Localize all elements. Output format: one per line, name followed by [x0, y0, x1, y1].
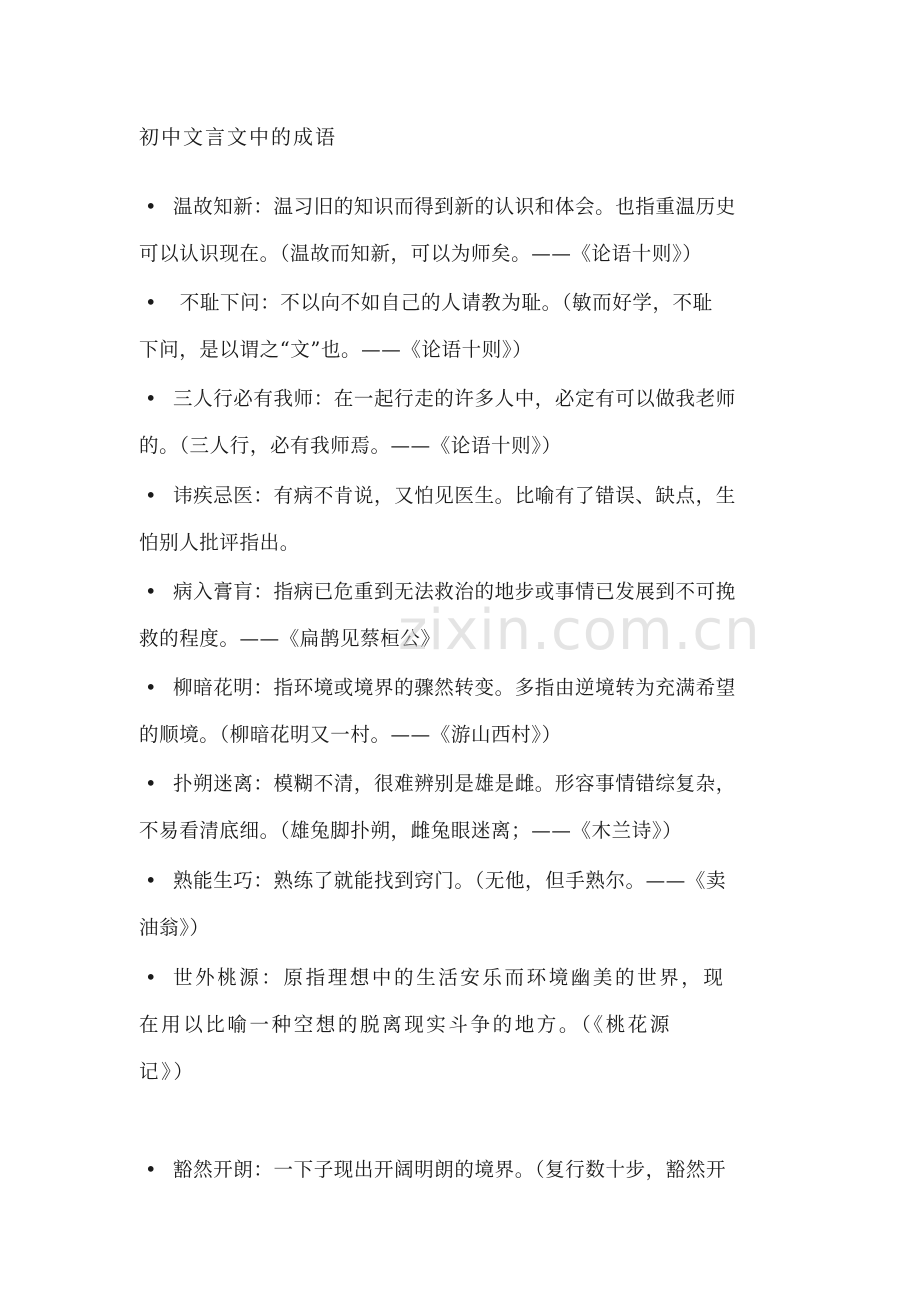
bullet-icon: •	[145, 966, 160, 989]
bullet-icon: •	[145, 772, 158, 795]
idiom-entry-liuan-huaming	[139, 664, 784, 758]
entry-text: 熟能生巧：熟练了就能找到窍门。（无他，但手熟尔。——《卖	[173, 869, 727, 892]
idiom-entry-huiji-jiyi	[139, 472, 784, 566]
bullet-icon: •	[145, 580, 158, 603]
entry-text-continued: 油翁》）	[139, 916, 210, 939]
entry-text-continued: 不易看清底细。（雄兔脚扑朔，雌兔眼迷离；——《木兰诗》）	[139, 819, 683, 842]
entry-text: 温故知新：温习旧的知识而得到新的认识和体会。也指重温历史	[173, 195, 736, 218]
idiom-entry-huoran-kailang	[139, 1146, 784, 1193]
entry-text-continued: 下问，是以谓之“文”也。——《论语十则》）	[139, 338, 533, 361]
entry-text: 讳疾忌医：有病不肯说，又怕见医生。比喻有了错误、缺点，生	[173, 484, 736, 507]
bullet-icon: •	[145, 1158, 158, 1181]
entry-text: 柳暗花明：指环境或境界的骤然转变。多指由逆境转为充满希望	[173, 676, 736, 699]
entry-text-continued: 的顺境。（柳暗花明又一村。——《游山西村》）	[139, 723, 562, 746]
entry-text: 世外桃源：原指理想中的生活安乐而环境幽美的世界，现	[173, 966, 726, 989]
watermark: zixin.com.cn	[398, 598, 761, 663]
entry-text: 三人行必有我师：在一起行走的许多人中，必定有可以做我老师	[173, 387, 736, 410]
entry-text: 病入膏肓：指病已危重到无法救治的地步或事情已发展到不可挽	[173, 580, 736, 603]
idiom-entry-bingru-gaohuang	[139, 568, 784, 662]
entry-text-continued: 记》）	[139, 1060, 196, 1083]
bullet-icon: •	[145, 387, 158, 410]
document-title: 初中文言文中的成语	[139, 125, 337, 149]
entry-text-continued: 怕别人批评指出。	[139, 531, 300, 554]
entry-text-continued: 在用以比喻一种空想的脱离现实斗争的地方。（《桃花源	[139, 1013, 673, 1036]
idiom-entry-buchi-xiawen	[139, 279, 784, 373]
idiom-entry-wengu-zhixin	[139, 183, 784, 277]
entry-text: 豁然开朗：一下子现出开阔明朗的境界。（复行数十步，豁然开	[173, 1158, 727, 1181]
idiom-entry-shuneng-shengqiao	[139, 857, 784, 951]
idiom-entry-shiwai-taoyuan	[139, 954, 784, 1095]
bullet-icon: •	[145, 484, 158, 507]
entry-text: 不耻下问：不以向不如自己的人请教为耻。（敏而好学，不耻	[173, 291, 713, 314]
idiom-entry-sanrenxing	[139, 375, 784, 469]
entry-text-continued: 的。（三人行，必有我师焉。——《论语十则》）	[139, 434, 562, 457]
bullet-icon: •	[145, 195, 158, 218]
entry-text-continued: 救的程度。——《扁鹊见蔡桓公》	[139, 627, 441, 650]
entry-text-continued: 可以认识现在。（温故而知新，可以为师矣。——《论语十则》）	[139, 242, 703, 265]
bullet-icon: •	[145, 291, 158, 314]
bullet-icon: •	[145, 676, 158, 699]
bullet-icon: •	[145, 869, 158, 892]
entry-text: 扑朔迷离：模糊不清，很难辨别是雄是雌。形容事情错综复杂，	[173, 772, 736, 795]
idiom-entry-pushuo-mili	[139, 760, 784, 854]
